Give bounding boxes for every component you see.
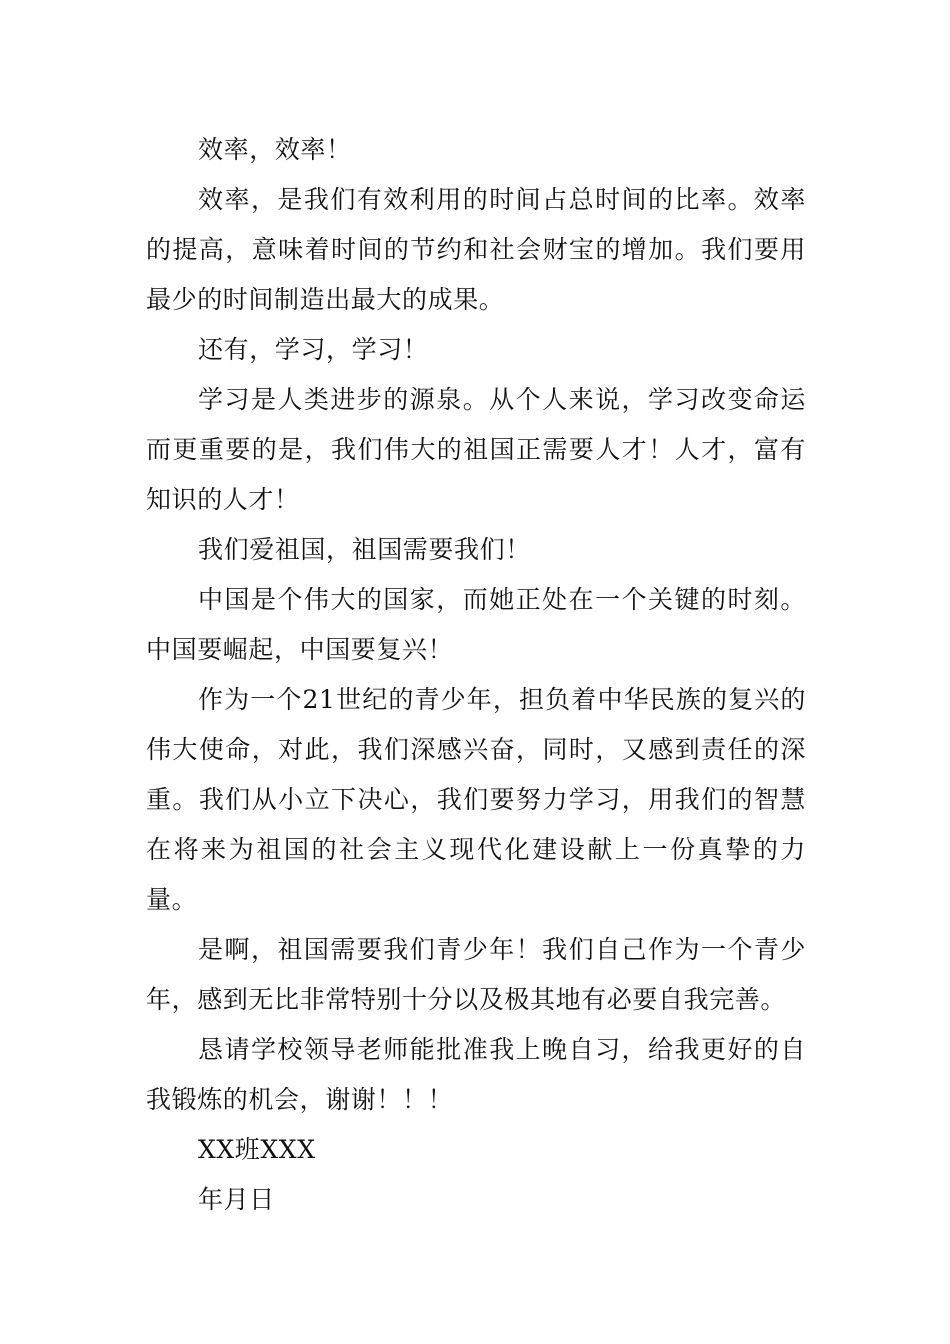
document-body [146, 125, 806, 1225]
paragraph-china-rise: 中国是个伟大的国家，而她正处在一个关键的时刻。中国要崛起，中国要复兴！ [146, 585, 806, 664]
paragraph-study-body: 学习是人类进步的源泉。从个人来说，学习改变命运而更重要的是，我们伟大的祖国正需要人才！人才，富有知识的人才！ [146, 385, 806, 514]
paragraph-efficiency-heading: 效率，效率！ [198, 135, 352, 164]
paragraph-request: 恳请学校领导老师能批准我上晚自习，给我更好的自我锻炼的机会，谢谢！！！ [146, 1035, 806, 1114]
signature-class-name: XX班XXX [198, 1135, 316, 1164]
paragraph-self-improvement: 是啊，祖国需要我们青少年！我们自己作为一个青少年，感到无比非常特别十分以及极其地有必要自我完善。 [146, 935, 806, 1014]
signature-date: 年月日 [198, 1185, 275, 1214]
paragraph-love-country: 我们爱祖国，祖国需要我们！ [198, 535, 531, 564]
paragraph-study-heading: 还有，学习，学习！ [198, 335, 429, 364]
paragraph-youth-mission: 作为一个21世纪的青少年，担负着中华民族的复兴的伟大使命，对此，我们深感兴奋，同时，又感到责任的深重。我们从小立下决心，我们要努力学习，用我们的智慧在将来为祖国的社会主义现代化建设献上一份真挚的力量。 [146, 685, 806, 914]
paragraph-efficiency-body: 效率，是我们有效利用的时间占总时间的比率。效率的提高，意味着时间的节约和社会财宝的增加。我们要用最少的时间制造出最大的成果。 [146, 185, 806, 314]
